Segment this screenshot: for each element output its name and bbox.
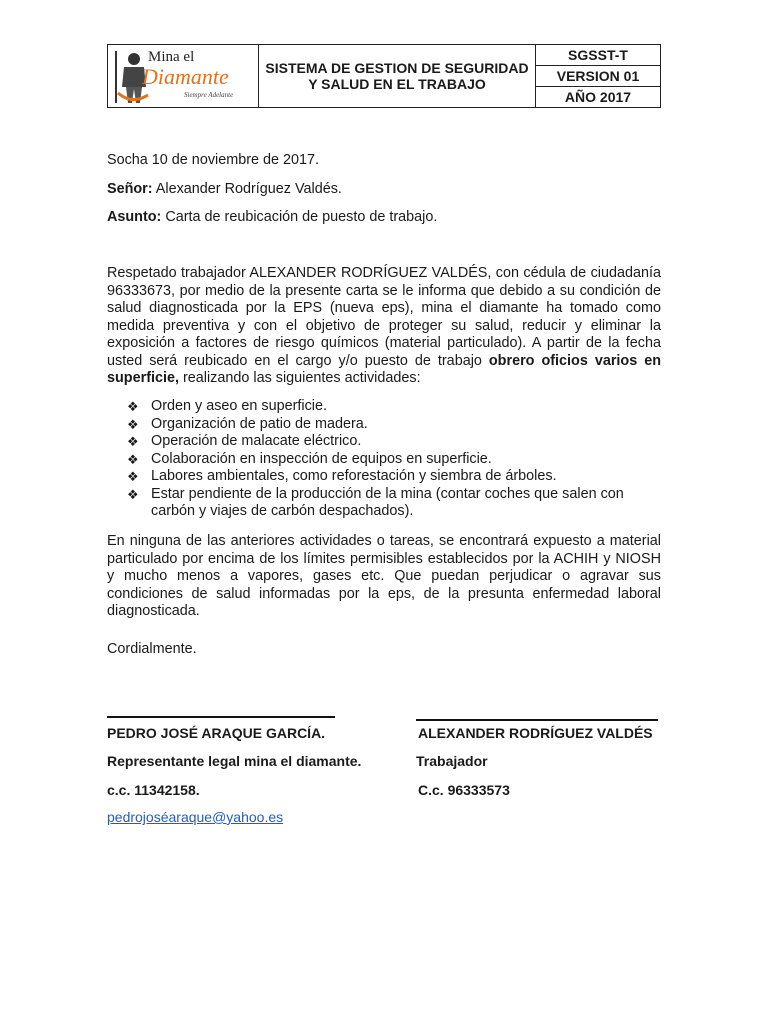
letter-body-paragraph [107,265,661,388]
signer-right-role: Trabajador [416,753,488,769]
signer-left-id: c.c. 11342158. [107,782,200,798]
signer-right-id: C.c. 96333573 [418,782,510,798]
body-bold-position: obrero oficios varios en superficie, [107,352,661,386]
diamond-bullet-icon: ❖ [127,416,139,432]
letter-date: Socha 10 de noviembre de 2017. [107,152,320,168]
body-text-1: Respetado trabajador ALEXANDER RODRÍGUEZ VALDÉS, con cédula de ciudadanía 96333673, por medio de la presente carta se le informa que debido a su condición de salud diagnosticada por la EPS (nueva eps), mina el diamante ha tomado como medida preventiva y con el objetivo de proteger su salud, reducir y eliminar la exposición a factores de riesgo químicos (material particulado). A partir de la fecha usted será reubicado en el cargo y/o puesto de trabajo [107,265,661,369]
diamond-bullet-icon: ❖ [127,451,139,467]
document-code: SGSST-T [568,47,628,63]
signature-line-right [416,719,658,721]
logo-text-line2: Diamante [142,64,229,89]
signature-line-left [107,716,335,718]
letter-subject [107,209,437,227]
signer-left-role: Representante legal mina el diamante. [107,753,362,769]
list-item: ❖ Operación de malacate eléctrico. [127,433,362,449]
signer-right-name: ALEXANDER RODRÍGUEZ VALDÉS [418,725,653,741]
salutation: Cordialmente. [107,641,197,657]
list-item: ❖ Organización de patio de madera. [127,415,368,432]
document-title: SISTEMA DE GESTION DE SEGURIDAD Y SALUD EN EL TRABAJO [259,45,536,108]
signer-left-email-link[interactable]: pedrojoséaraque@yahoo.es [107,809,284,825]
list-item: ❖ Estar pendiente de la producción de la mina (contar coches que salen con carbón y viajes de carbón despachados). [127,485,624,519]
logo-cell [108,45,259,108]
document-header [107,44,661,108]
document-year: AÑO 2017 [564,89,632,105]
list-item: ❖ Colaboración en inspección de equipos en superficie. [127,450,492,467]
subject-text: Carta de reubicación de puesto de trabajo. [161,209,438,225]
recipient-label: Señor: [107,181,153,197]
body-text-2: realizando las siguientes actividades: [178,370,421,386]
company-logo [108,45,256,107]
subject-label: Asunto: [107,209,162,225]
diamond-bullet-icon: ❖ [127,399,139,414]
diamond-bullet-icon: ❖ [127,469,139,484]
logo-tagline: Siempre Adelante [184,91,234,99]
activities-list [127,398,667,521]
list-item: ❖ Labores ambientales, como reforestación y siembra de árboles. [127,468,557,484]
list-item: ❖ Orden y aseo en superficie. [127,398,327,414]
diamond-bullet-icon: ❖ [127,434,139,449]
closing-paragraph: En ninguna de las anteriores actividades o tareas, se encontrará expuesto a material particulado por encima de los límites permisibles establecidos por la ACHIH y NIOSH y mucho menos a vapores, gases etc. Que puedan perjudicar o agravar sus condiciones de salud informadas por la eps, de la presunta enfermedad laboral diagnosticada. [107,533,661,619]
letter-recipient [107,181,342,199]
document-code-cell [536,45,661,108]
logo-text-line1: Mina el [148,49,195,65]
signer-left-name: PEDRO JOSÉ ARAQUE GARCÍA. [107,725,326,741]
recipient-name: Alexander Rodríguez Valdés. [152,181,342,197]
document-version: VERSION 01 [536,65,660,87]
diamond-bullet-icon: ❖ [127,486,139,502]
